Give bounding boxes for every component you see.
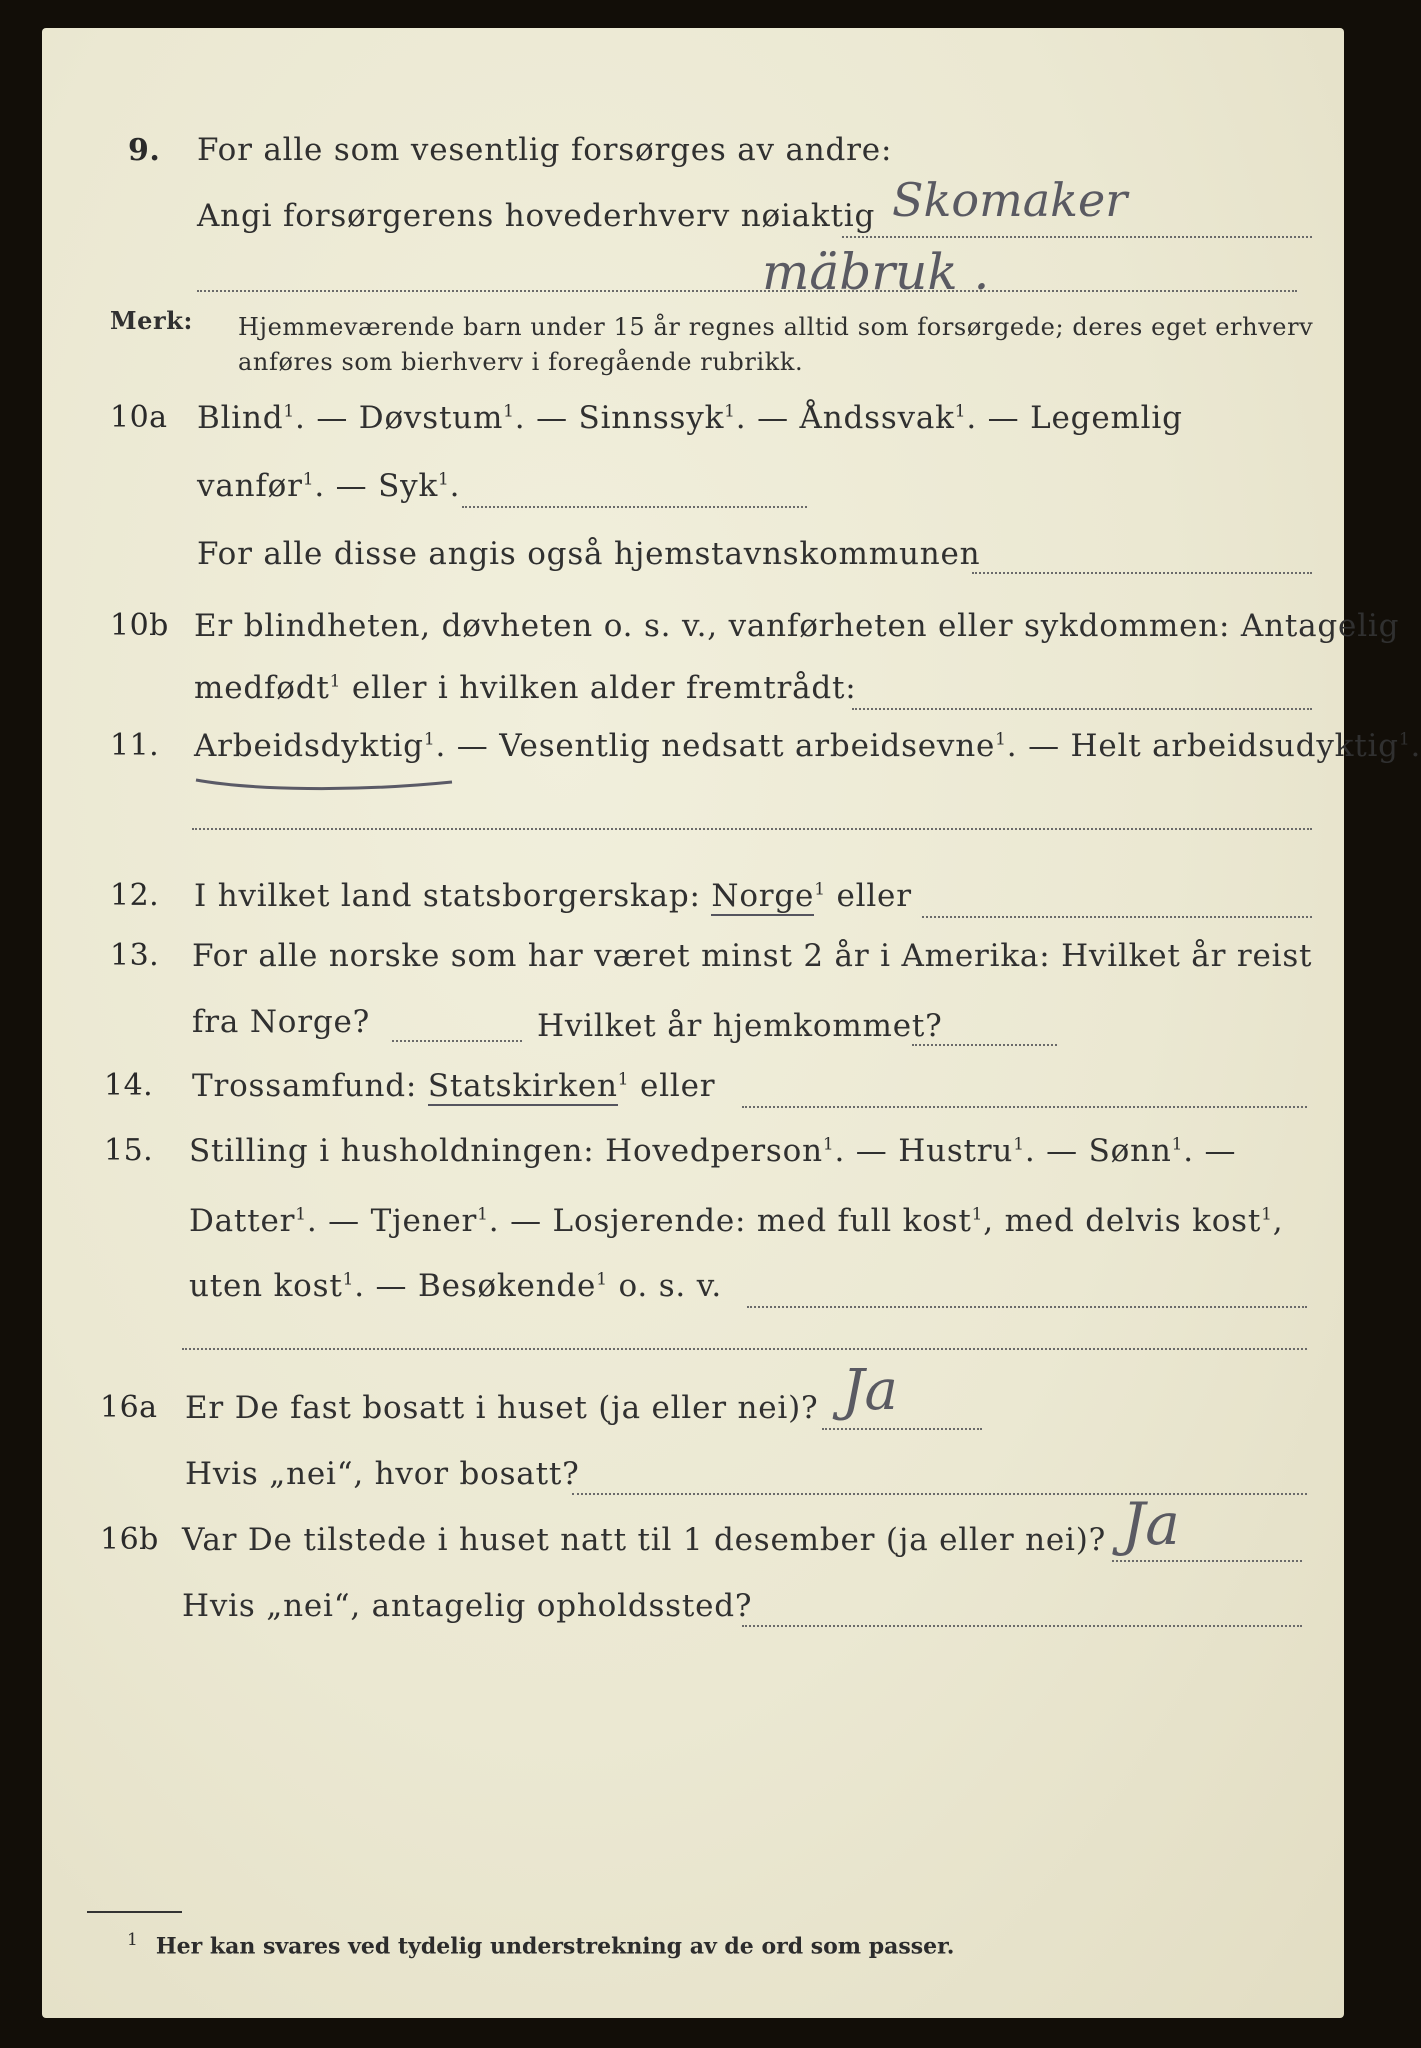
q10a-line3: For alle disse angis også hjemstavnskommunen: [197, 536, 981, 572]
q16b-handwritten-answer: Ja: [1122, 1490, 1180, 1558]
q16a-line2: Hvis „nei“, hvor bosatt?: [185, 1456, 580, 1492]
q13-line2a: fra Norge?: [192, 1004, 371, 1040]
q11-answer-line[interactable]: [192, 828, 1312, 830]
q10b-line1: Er blindheten, døvheten o. s. v., vanførheten eller sykdommen: Antagelig: [194, 608, 1400, 644]
q10a-hjemstavn-line[interactable]: [972, 572, 1312, 574]
q16b-line2: Hvis „nei“, antagelig opholdssted?: [182, 1588, 753, 1624]
q15-answer-line-2[interactable]: [182, 1348, 1307, 1350]
q9-answer-line[interactable]: [842, 236, 1312, 238]
merk-line1: Hjemmeværende barn under 15 år regnes alltid som forsørgede; deres eget erhverv: [238, 313, 1314, 341]
option-vanfor[interactable]: vanfør: [197, 468, 303, 504]
q14-number: 14.: [104, 1068, 154, 1103]
q12-line: I hvilket land statsborgerskap: Norge$^1$ eller: [194, 878, 912, 914]
q10b-answer-line[interactable]: [852, 708, 1312, 710]
q15-line3: uten kost$^1$. — Besøkende$^1$ o. s. v.: [189, 1268, 722, 1304]
q9-number: 9.: [128, 133, 161, 168]
merk-line2: anføres som bierhverv i foregående rubrikk.: [238, 348, 804, 376]
arbeidsdyktig-underline-mark: [192, 768, 462, 798]
q9-line1: For alle som vesentlig forsørges av andre:: [197, 132, 893, 168]
q13-reist-line[interactable]: [392, 1040, 522, 1042]
option-hustru[interactable]: . — Hustru: [834, 1133, 1014, 1169]
q15-number: 15.: [104, 1133, 154, 1168]
option-sinnssyk[interactable]: . — Sinnssyk: [514, 400, 725, 436]
option-full-kost[interactable]: . — Losjerende: med full kost: [488, 1203, 972, 1239]
q16b-number: 16b: [100, 1522, 159, 1557]
option-sonn[interactable]: . — Sønn: [1024, 1133, 1172, 1169]
option-norge[interactable]: Norge: [711, 878, 815, 914]
option-arbeidsdyktig[interactable]: Arbeidsdyktig: [194, 728, 424, 764]
q10a-answer-line[interactable]: [462, 506, 807, 508]
q11-number: 11.: [110, 728, 160, 763]
q15-line2: Datter$^1$. — Tjener$^1$. — Losjerende: med full kost$^1$, med delvis kost$^1$,: [189, 1203, 1284, 1239]
q15-answer-line[interactable]: [747, 1306, 1307, 1308]
census-form-page: [42, 28, 1421, 2018]
footnote: $^1$ Her kan svares ved tydelig understrekning av de ord som passer.: [127, 1930, 955, 1960]
footnote-rule: [87, 1911, 182, 1913]
q15-line1: Stilling i husholdningen: Hovedperson$^1$. — Hustru$^1$. — Sønn$^1$. —: [189, 1133, 1237, 1169]
q16a-handwritten-answer: Ja: [842, 1358, 898, 1423]
option-legemlig[interactable]: . — Legemlig: [966, 400, 1183, 436]
q13-number: 13.: [110, 938, 160, 973]
footnote-text: Her kan svares ved tydelig understrekning av de ord som passer.: [155, 1933, 955, 1960]
option-nedsatt[interactable]: . — Vesentlig nedsatt arbeidsevne: [435, 728, 996, 764]
q13-line1: For alle norske som har været minst 2 år i Amerika: Hvilket år reist: [192, 938, 1313, 974]
option-delvis-kost[interactable]: , med delvis kost: [983, 1203, 1262, 1239]
q16b-answer-line[interactable]: [1112, 1560, 1302, 1562]
merk-label: Merk:: [110, 306, 193, 335]
option-dovstum[interactable]: . — Døvstum: [295, 400, 504, 436]
q14-line: Trossamfund: Statskirken$^1$ eller: [192, 1068, 716, 1104]
q14-answer-line[interactable]: [742, 1106, 1307, 1108]
option-hovedperson[interactable]: Stilling i husholdningen: Hovedperson: [189, 1133, 823, 1169]
q12-answer-line[interactable]: [922, 916, 1312, 918]
q16a-number: 16a: [100, 1390, 158, 1425]
q10b-number: 10b: [110, 608, 169, 643]
q10a-number: 10a: [110, 400, 168, 435]
option-statskirken[interactable]: Statskirken: [427, 1068, 618, 1104]
q9-answer-line-2[interactable]: [197, 290, 1297, 292]
option-andssvak[interactable]: . — Åndssvak: [735, 400, 955, 436]
q13-line2b: Hvilket år hjemkommet?: [537, 1008, 943, 1044]
q10b-line2: medfødt$^1$ eller i hvilken alder fremtrådt:: [194, 670, 857, 706]
q16b-line1: Var De tilstede i huset natt til 1 desember (ja eller nei)?: [182, 1522, 1107, 1558]
q13-hjemkommet-line[interactable]: [912, 1044, 1057, 1046]
q10a-line2: vanfør$^1$. — Syk$^1$.: [197, 468, 461, 504]
option-besokende[interactable]: . — Besøkende: [354, 1268, 597, 1304]
q16a-answer-line[interactable]: [822, 1428, 982, 1430]
option-blind[interactable]: Blind: [197, 400, 284, 436]
q16a-bosatt-line[interactable]: [572, 1493, 1307, 1495]
q16b-opholdssted-line[interactable]: [742, 1625, 1302, 1627]
option-uten-kost[interactable]: uten kost: [189, 1268, 343, 1304]
q16a-line1: Er De fast bosatt i huset (ja eller nei)?: [185, 1390, 819, 1426]
option-udyktig[interactable]: . — Helt arbeidsudyktig: [1006, 728, 1399, 764]
option-tjener[interactable]: . — Tjener: [306, 1203, 478, 1239]
option-datter[interactable]: Datter: [189, 1203, 296, 1239]
option-syk[interactable]: . — Syk: [314, 468, 439, 504]
q9-handwritten-occupation: Skomaker: [892, 173, 1128, 227]
q10a-line1: Blind$^1$. — Døvstum$^1$. — Sinnssyk$^1$. — Åndssvak$^1$. — Legemlig: [197, 400, 1183, 436]
q9-handwritten-continuation: mäbruk .: [762, 243, 990, 301]
q12-number: 12.: [110, 878, 160, 913]
q9-line2: Angi forsørgerens hovederhverv nøiaktig: [197, 198, 876, 234]
q11-line: Arbeidsdyktig$^1$. — Vesentlig nedsatt arbeidsevne$^1$. — Helt arbeidsudyktig$^1$.: [194, 728, 1421, 764]
